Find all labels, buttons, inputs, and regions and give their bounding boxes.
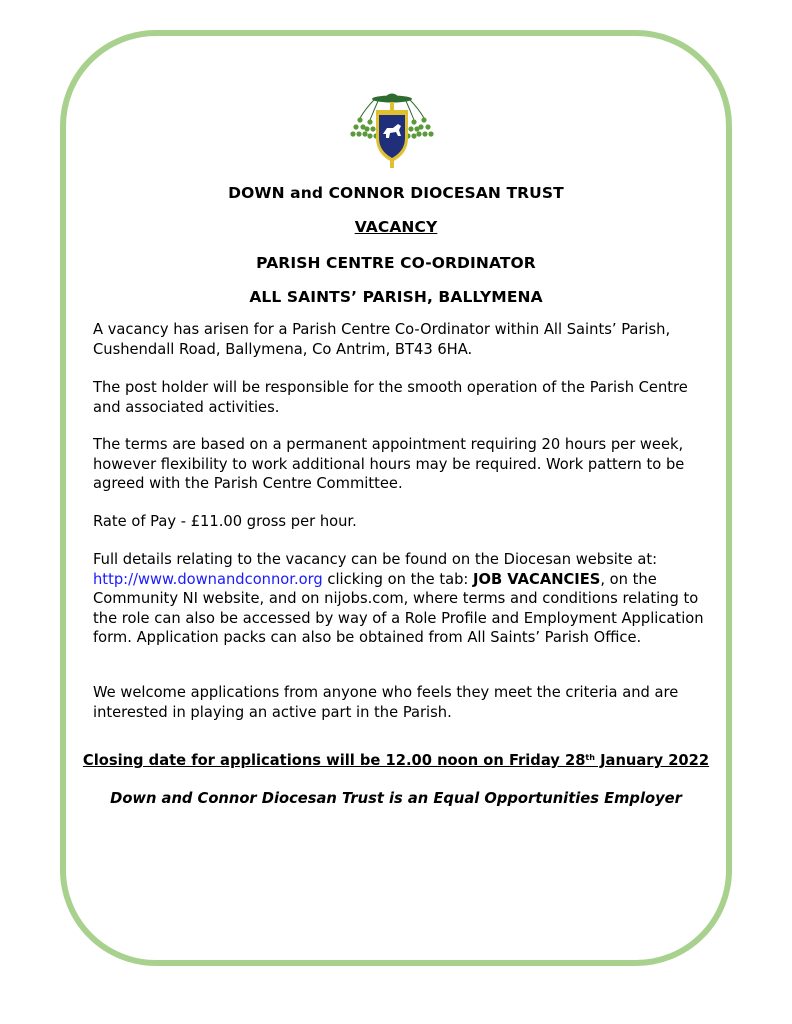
- responsibility-paragraph: The post holder will be responsible for the smooth operation of the Parish Centre and associated activities.: [93, 379, 688, 416]
- closing-date-notice: [60, 752, 732, 769]
- closing-date-ordinal: th: [585, 753, 595, 762]
- details-intro-text: Full details relating to the vacancy can be found on the Diocesan website at:: [93, 551, 658, 568]
- details-paragraph: [93, 550, 713, 648]
- position-title: PARISH CENTRE CO-ORDINATOR: [256, 254, 536, 272]
- welcome-paragraph: We welcome applications from anyone who feels they meet the criteria and are interested in playing an active part in the Parish.: [93, 684, 679, 721]
- diocesan-crest-icon: [346, 90, 438, 172]
- rate-of-pay-paragraph: Rate of Pay - £11.00 gross per hour.: [93, 513, 357, 530]
- intro-paragraph: A vacancy has arisen for a Parish Centre Co-Ordinator within All Saints’ Parish, Cushendall Road, Ballymena, Co Antrim, BT43 6HA.: [93, 321, 671, 358]
- details-mid-text: clicking on the tab:: [322, 570, 474, 588]
- job-vacancies-tab-text: JOB VACANCIES: [473, 570, 601, 588]
- closing-date-text: Closing date for applications will be 12.00 noon on Friday 28: [82, 752, 586, 769]
- terms-paragraph: The terms are based on a permanent appointment requiring 20 hours per week, however flexibility to work additional hours may be required. Work pattern to be agreed with the Parish Centre Committee.: [93, 436, 685, 492]
- closing-date-year: January 2022: [594, 752, 710, 769]
- details-rest-text: , on the Community NI website, and on nijobs.com, where terms and conditions relating to the role can also be accessed by way of a Role Profile and Employment Application form. Application packs can also be obtained from All Saints’ Parish Office.: [93, 570, 704, 646]
- parish-heading: ALL SAINTS’ PARISH, BALLYMENA: [249, 288, 543, 306]
- trust-heading: DOWN and CONNOR DIOCESAN TRUST: [228, 184, 564, 202]
- vacancy-heading: VACANCY: [354, 218, 438, 236]
- equal-opportunities-statement: Down and Connor Diocesan Trust is an Equal Opportunities Employer: [110, 790, 682, 807]
- diocesan-website-link[interactable]: http://www.downandconnor.org: [93, 570, 323, 588]
